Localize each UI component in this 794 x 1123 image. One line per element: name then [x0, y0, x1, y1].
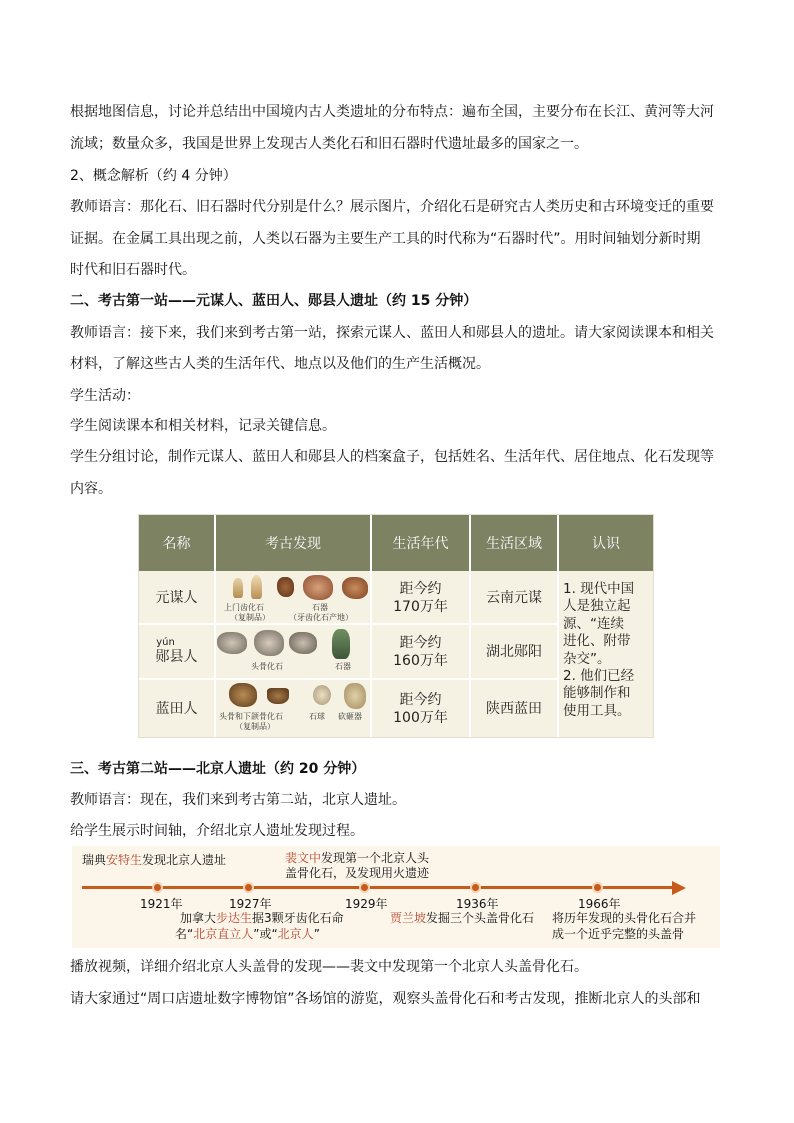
paragraph-teacher-concept-end: 时代和旧石器时代。	[70, 262, 196, 278]
year-label: 1921年	[140, 897, 183, 911]
timeline-dot	[243, 882, 254, 893]
skull-fossil-image-3	[289, 632, 317, 654]
row-yunxian-name-text: 郧县人	[155, 649, 198, 665]
caption-replica: （复制品）	[230, 613, 270, 622]
era-value: 100万年	[393, 709, 448, 726]
section-heading-station-two: 三、考古第二站——北京人遗址（约 20 分钟）	[70, 761, 366, 777]
insight-line: 2. 他们已经	[563, 668, 635, 685]
row-lantian-name: 蓝田人	[155, 700, 198, 717]
person-davidson-black: 步达生	[216, 911, 253, 925]
event-1966-cont: 成一个近乎完整的头盖骨	[552, 927, 685, 941]
stone-tool-image-4	[332, 629, 350, 659]
paragraph-distribution: 根据地图信息，讨论并总结出中国境内古人类遗址的分布特点：遍布全国，主要分布在长江、黄河等大河	[70, 104, 714, 120]
paragraph-teacher-station-two: 教师语言：现在，我们来到考古第二站，北京人遗址。	[70, 792, 406, 808]
paragraph-teacher-concept-cont: 证据。在金属工具出现之前，人类以石器为主要生产工具的时代称为“石器时代”。用时间轴划分新时期	[70, 231, 701, 247]
era-prefix: 距今约	[399, 691, 442, 708]
header-discovery: 考古发现	[216, 515, 370, 571]
timeline-dot	[470, 882, 481, 893]
year-label: 1936年	[456, 897, 499, 911]
caption-chopper: 砍砸器	[338, 712, 362, 721]
insight-line: 杂交”。	[563, 650, 611, 667]
caption-tooth-origin: （牙齿化石产地）	[289, 613, 353, 622]
era-prefix: 距今约	[399, 581, 442, 597]
skull-fossil-image-2	[254, 630, 284, 656]
insight-line: 人是独立起	[563, 598, 631, 615]
paragraph-student-discuss-cont: 内容。	[70, 481, 112, 497]
caption-stone-tool-2: 石器	[335, 662, 351, 671]
paragraph-distribution-cont: 流域；数量众多，我国是世界上发现古人类化石和旧石器时代遗址最多的国家之一。	[70, 136, 588, 152]
stone-tool-image	[277, 577, 294, 597]
person-jia-lanpo: 贾兰坡	[390, 911, 427, 925]
pinyin-annotation: yún	[156, 637, 175, 648]
section-heading-station-one: 二、考古第一站——元谋人、蓝田人、郧县人遗址（约 15 分钟）	[70, 293, 478, 309]
insight-line: 使用工具。	[563, 702, 631, 719]
caption-stone-ball: 石球	[309, 712, 325, 721]
caption-replica-2: （复制品）	[235, 722, 275, 731]
insight-line: 源、“连续	[563, 615, 624, 632]
section-heading-concept: 2、概念解析（约 4 分钟）	[70, 168, 237, 184]
year-label: 1966年	[578, 897, 621, 911]
event-1966: 将历年发现的头骨化石合并	[552, 911, 697, 925]
skull-fossil-image	[217, 632, 247, 654]
person-andersson: 安特生	[106, 853, 143, 867]
paragraph-museum: 请大家通过“周口店遗址数字博物馆”各场馆的游览，观察头盖骨化石和考古发现，推断北京人的头部和	[70, 991, 701, 1007]
header-insight: 认识	[559, 515, 653, 571]
paragraph-teacher-concept: 教师语言：那化石、旧石器时代分别是什么？展示图片，介绍化石是研究古人类历史和古环境变迁的重要	[70, 199, 714, 215]
caption-skull-jaw: 头骨和下颌骨化石	[219, 712, 283, 721]
person-pei-wenzhong: 裴文中	[285, 851, 322, 865]
event-1927: 加拿大步达生据3颗牙齿化石命	[180, 911, 344, 925]
era-value: 170万年	[393, 599, 448, 615]
caption-tooth-fossil: 上门齿化石	[224, 603, 264, 612]
event-1936: 贾兰坡发掘三个头盖骨化石	[390, 911, 535, 925]
paragraph-teacher-station-one: 教师语言：接下来，我们来到考古第一站，探索元谋人、蓝田人和郧县人的遗址。请大家阅读课本和相关	[70, 325, 714, 341]
row-lantian-era	[372, 680, 469, 737]
row-yuanmou-era	[372, 573, 469, 623]
jaw-fossil-image	[267, 688, 289, 704]
row-yuanmou-name: 元谋人	[155, 590, 198, 606]
chopper-image	[344, 683, 366, 709]
year-label: 1927年	[229, 897, 272, 911]
header-region: 生活区域	[471, 515, 557, 571]
event-1921: 瑞典安特生发现北京人遗址	[82, 853, 227, 867]
event-1929-cont: 盖骨化石，及发现用火遗迹	[285, 866, 430, 880]
ancient-humans-table	[139, 515, 653, 737]
row-yunxian-region: 湖北郧阳	[486, 643, 542, 660]
header-name: 名称	[139, 515, 214, 571]
tooth-fossil-image-2	[251, 575, 262, 599]
stone-tool-image-3	[342, 577, 368, 599]
label-student-activity: 学生活动：	[70, 388, 140, 404]
tooth-fossil-image	[233, 578, 243, 598]
era-prefix: 距今约	[399, 634, 442, 651]
insight-text	[563, 581, 651, 720]
row-yunxian-era	[372, 625, 469, 678]
row-yunxian-name	[139, 625, 214, 678]
event-1927-cont: 名“北京直立人”或“北京人”	[175, 927, 320, 941]
timeline-dot	[152, 882, 163, 893]
stone-ball-image	[313, 685, 331, 705]
year-label: 1929年	[345, 897, 388, 911]
caption-skull-fossil: 头骨化石	[251, 662, 283, 671]
paragraph-student-read: 学生阅读课本和相关材料，记录关键信息。	[70, 418, 336, 434]
peking-man-timeline	[72, 846, 720, 948]
paragraph-timeline-intro: 给学生展示时间轴，介绍北京人遗址发现过程。	[70, 823, 364, 839]
paragraph-video: 播放视频，详细介绍北京人头盖骨的发现——裴文中发现第一个北京人头盖骨化石。	[70, 959, 588, 975]
header-era: 生活年代	[372, 515, 469, 571]
timeline-dot	[359, 882, 370, 893]
insight-line: 能够制作和	[563, 685, 631, 702]
era-value: 160万年	[393, 652, 448, 669]
paragraph-teacher-station-one-cont: 材料，了解这些古人类的生活年代、地点以及他们的生产生活概况。	[70, 356, 490, 372]
insight-line: 进化、附带	[563, 633, 631, 650]
skull-fossil-image-4	[229, 683, 257, 707]
row-lantian-region: 陕西蓝田	[486, 700, 542, 717]
paragraph-student-discuss: 学生分组讨论，制作元谋人、蓝田人和郧县人的档案盒子，包括姓名、生活年代、居住地点、化石发现等	[70, 449, 714, 465]
timeline-dot	[592, 882, 603, 893]
timeline-arrow	[672, 881, 686, 895]
caption-stone-tool: 石器	[312, 603, 328, 612]
event-1929: 裴文中发现第一个北京人头	[285, 851, 430, 865]
row-yuanmou-region: 云南元谋	[486, 590, 542, 606]
insight-line: 1. 现代中国	[563, 581, 635, 597]
stone-tool-image-2	[303, 575, 333, 600]
timeline-axis	[82, 886, 674, 889]
